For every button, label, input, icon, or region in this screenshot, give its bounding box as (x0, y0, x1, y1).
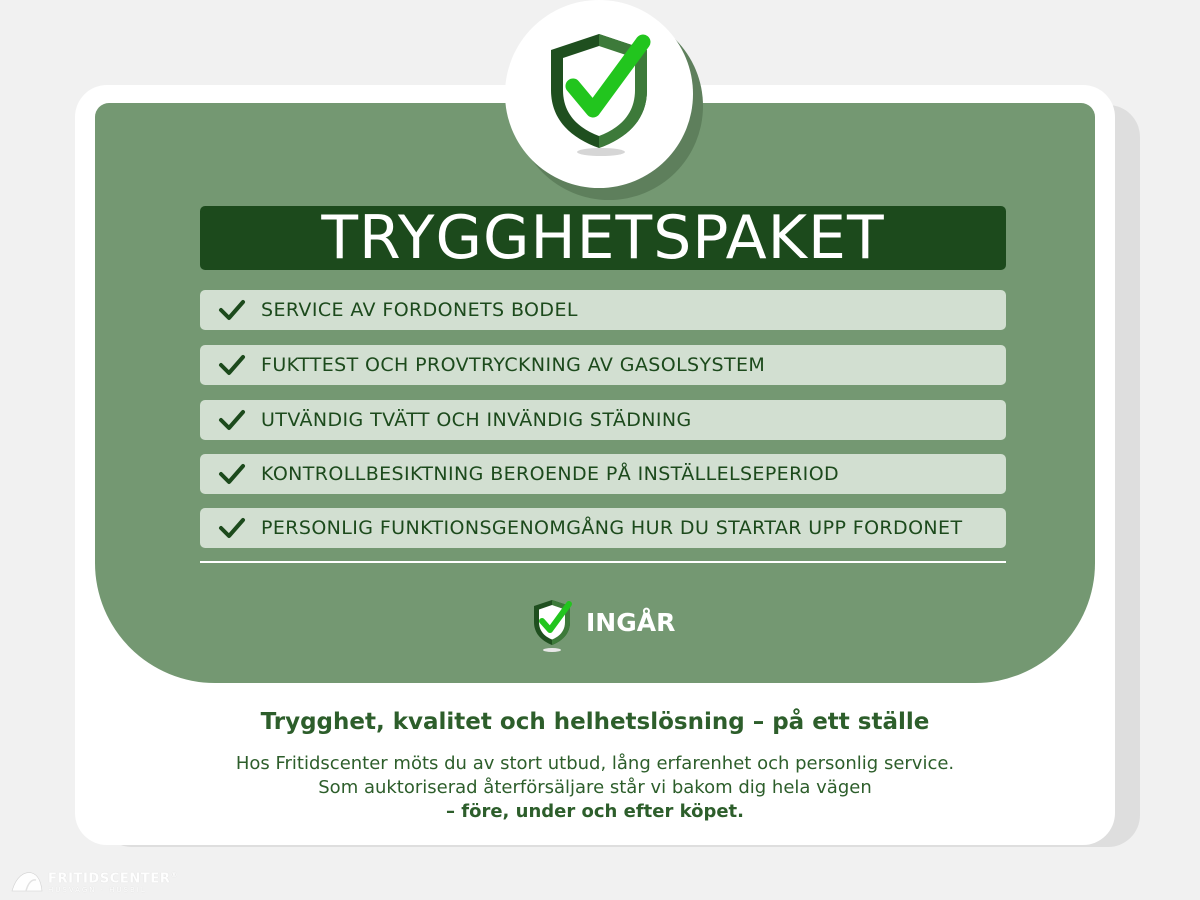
brand-name: FRITIDSCENTER (48, 871, 171, 887)
list-item-label: FUKTTEST OCH PROVTRYCKNING AV GASOLSYSTEM (261, 354, 766, 376)
list-item (200, 290, 1006, 330)
check-icon (218, 299, 246, 321)
package-panel (95, 103, 1095, 683)
shield-check-icon (530, 598, 574, 654)
check-icon (218, 354, 246, 376)
shield-badge (505, 0, 693, 188)
check-icon (218, 463, 246, 485)
page-title: TRYGGHETSPAKET (321, 203, 885, 273)
brand-logo (10, 868, 178, 895)
description-line: Hos Fritidscenter möts du av stort utbud, lång erfarenhet och personlig service. (235, 753, 955, 774)
headline: Trygghet, kvalitet och helhetslösning – på ett ställe (260, 709, 930, 735)
check-icon (218, 517, 246, 539)
brand-tagline: HUSVAGN · HUSBIL (48, 886, 147, 895)
shield-check-icon (543, 28, 655, 160)
description-line: Som auktoriserad återförsäljare står vi bakom dig hela vägen (318, 777, 872, 798)
check-icon (218, 409, 246, 431)
registered-mark: ® (170, 871, 179, 879)
list-item-label: KONTROLLBESIKTNING BEROENDE PÅ INSTÄLLELSEPERIOD (261, 463, 840, 485)
title-bar (200, 203, 1006, 273)
included-label: INGÅR (586, 608, 676, 637)
list-item (200, 508, 1006, 548)
list-item-label: UTVÄNDIG TVÄTT OCH INVÄNDIG STÄDNING (261, 409, 692, 431)
list-item-label: SERVICE AV FORDONETS BODEL (261, 299, 578, 321)
list-item (200, 454, 1006, 494)
divider (200, 561, 1006, 563)
list-item (200, 345, 1006, 385)
list-item-label: PERSONLIG FUNKTIONSGENOMGÅNG HUR DU STARTAR UPP FORDONET (261, 517, 963, 539)
list-item (200, 400, 1006, 440)
tent-icon (10, 869, 44, 895)
description-line: – före, under och efter köpet. (445, 801, 745, 822)
included-status (530, 598, 675, 654)
